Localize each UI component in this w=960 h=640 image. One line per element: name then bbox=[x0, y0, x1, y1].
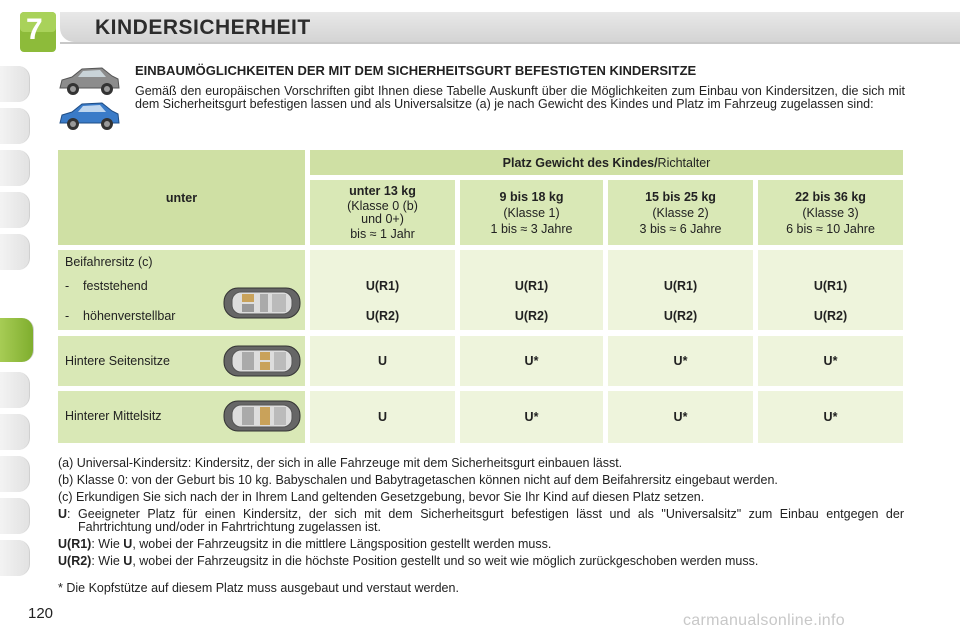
chapter-tab[interactable] bbox=[0, 234, 30, 270]
footnote-text: : Wie bbox=[91, 554, 124, 568]
chapter-tab[interactable] bbox=[0, 372, 30, 408]
cell-value: U(R1) bbox=[365, 279, 400, 293]
chapter-tabs bbox=[0, 60, 34, 580]
row-label-text: Beifahrersitz (c) bbox=[65, 255, 153, 269]
column-age: 1 bis ≈ 3 Jahre bbox=[490, 221, 573, 236]
cell-value: U(R1) bbox=[813, 279, 848, 293]
intro-text: Gemäß den europäischen Vorschriften gibt Ihnen diese Tabelle Auskunft über die Möglichkeiten zum Einbau von Kindersitzen, die sich mit dem Sicherheitsgurt befestigen lassen und als Universalsitze (a) je nach Gewicht des Kindes und Platz im Fahrzeug zugelassen sind: bbox=[135, 84, 905, 111]
column-header bbox=[460, 180, 603, 245]
table-cell bbox=[310, 336, 455, 386]
cell-value: U* bbox=[524, 410, 539, 424]
table-cell bbox=[608, 391, 753, 443]
group-header-bold: Platz Gewicht des Kindes/ bbox=[502, 155, 658, 170]
footnote-u bbox=[58, 508, 904, 534]
chapter-tab[interactable] bbox=[0, 540, 30, 576]
footnote-b: (b) Klasse 0: von der Geburt bis 10 kg. Babyschalen und Babytragetaschen können nicht auf dem Beifahrersitz eingebaut werden. bbox=[58, 473, 778, 487]
page-number: 120 bbox=[28, 605, 54, 622]
table-cell bbox=[310, 391, 455, 443]
chapter-tab[interactable] bbox=[0, 108, 30, 144]
table-cell bbox=[310, 250, 455, 330]
footnote-c: (c) Erkundigen Sie sich nach der in Ihrem Land geltenden Gesetzgebung, bevor Sie Ihr Kind auf diesen Platz setzen. bbox=[58, 490, 705, 504]
footnote-u-key: U bbox=[58, 507, 68, 521]
table-cell bbox=[608, 336, 753, 386]
row-label-text: Hintere Seitensitze bbox=[65, 354, 170, 368]
column-header bbox=[310, 180, 455, 245]
cell-value: U bbox=[377, 354, 388, 368]
column-weight: 9 bis 18 kg bbox=[499, 189, 564, 204]
footnote-ur1-key: U(R1) bbox=[58, 537, 92, 551]
column-weight: unter 13 kg bbox=[349, 183, 416, 198]
chapter-tab[interactable] bbox=[0, 66, 30, 102]
column-age: 3 bis ≈ 6 Jahre bbox=[639, 221, 722, 236]
column-weight: 22 bis 36 kg bbox=[795, 189, 866, 204]
chapter-tab[interactable] bbox=[0, 456, 30, 492]
table-cell bbox=[758, 250, 903, 330]
group-header-normal: Richtalter bbox=[657, 155, 711, 170]
section-title: EINBAUMÖGLICHKEITEN DER MIT DEM SICHERHEITSGURT BEFESTIGTEN KINDERSITZE bbox=[135, 63, 697, 78]
grey-car-icon bbox=[56, 64, 122, 98]
cell-value: U(R2) bbox=[813, 309, 848, 323]
column-age: 6 bis ≈ 10 Jahre bbox=[786, 221, 875, 236]
table-cell bbox=[608, 250, 753, 330]
footnote-a: (a) Universal-Kindersitz: Kindersitz, der sich in alle Fahrzeuge mit dem Sicherheitsgurt einbauen lässt. bbox=[58, 456, 623, 470]
cell-value: U(R2) bbox=[663, 309, 698, 323]
table-cell bbox=[460, 336, 603, 386]
cell-value: U* bbox=[673, 354, 688, 368]
car-seat-rear-middle-icon bbox=[222, 397, 302, 435]
column-class: (Klasse 2) bbox=[652, 205, 709, 220]
cell-value: U* bbox=[823, 354, 838, 368]
corner-label: unter bbox=[165, 190, 198, 205]
row-label-text: Hinterer Mittelsitz bbox=[65, 409, 162, 423]
car-seat-front-icon bbox=[222, 284, 302, 322]
column-header bbox=[608, 180, 753, 245]
header-divider bbox=[60, 42, 960, 44]
chapter-number: 7 bbox=[26, 13, 43, 46]
footnote-text: , wobei der Fahrzeugsitz in die höchste Position gestellt und so weit wie möglich zurückgeschoben werden muss. bbox=[132, 554, 759, 568]
footnote-ur1 bbox=[58, 538, 904, 551]
footnote-star: * Die Kopfstütze auf diesem Platz muss ausgebaut und verstaut werden. bbox=[58, 581, 459, 595]
footnote-ur2-key: U(R2) bbox=[58, 554, 92, 568]
chapter-tab[interactable] bbox=[0, 150, 30, 186]
row-sublabel-fixed: - feststehend bbox=[65, 279, 148, 293]
table-cell bbox=[460, 391, 603, 443]
cell-value: U bbox=[377, 410, 388, 424]
column-class: (Klasse 3) bbox=[802, 205, 859, 220]
cell-value: U(R1) bbox=[514, 279, 549, 293]
table-corner-cell bbox=[58, 150, 305, 245]
footnotes bbox=[58, 457, 904, 599]
cell-value: U* bbox=[524, 354, 539, 368]
car-seat-rear-side-icon bbox=[222, 342, 302, 380]
page-title: KINDERSICHERHEIT bbox=[95, 16, 311, 39]
cell-value: U(R2) bbox=[365, 309, 400, 323]
column-class: (Klasse 1) bbox=[503, 205, 560, 220]
column-class: (Klasse 0 (b) und 0+) bbox=[347, 198, 418, 226]
chapter-tab[interactable] bbox=[0, 192, 30, 228]
table-cell bbox=[758, 391, 903, 443]
footnote-text-bold: U bbox=[123, 537, 133, 551]
chapter-tab[interactable] bbox=[0, 498, 30, 534]
footnote-text: : Wie bbox=[91, 537, 124, 551]
row-label-rear-middle bbox=[58, 391, 305, 443]
cell-value: U* bbox=[823, 410, 838, 424]
footnote-text-bold: U bbox=[123, 554, 133, 568]
cell-value: U(R1) bbox=[663, 279, 698, 293]
chapter-tab[interactable] bbox=[0, 414, 30, 450]
table-group-header bbox=[310, 150, 903, 175]
watermark: carmanualsonline.info bbox=[683, 612, 845, 629]
cell-value: U* bbox=[673, 410, 688, 424]
row-label-rear-side bbox=[58, 336, 305, 386]
chapter-tab-active[interactable] bbox=[0, 318, 34, 362]
column-weight: 15 bis 25 kg bbox=[645, 189, 716, 204]
column-age: bis ≈ 1 Jahr bbox=[350, 226, 415, 241]
footnote-ur2 bbox=[58, 555, 904, 568]
row-label-front bbox=[58, 250, 305, 330]
blue-car-icon bbox=[56, 99, 122, 133]
table-cell bbox=[460, 250, 603, 330]
table-cell bbox=[758, 336, 903, 386]
footnote-u-text: : Geeigneter Platz für einen Kindersitz, der sich mit dem Sicherheitsgurt befestigen lässt und als "Universalsitz" zum Einbau entgegen der Fahrtrichtung und/oder in Fahrtrichtung zugelassen ist. bbox=[67, 507, 904, 534]
footnote-text: , wobei der Fahrzeugsitz in die mittlere Längsposition gestellt werden muss. bbox=[132, 537, 552, 551]
row-sublabel-adjustable: - höhenverstellbar bbox=[65, 309, 176, 323]
cell-value: U(R2) bbox=[514, 309, 549, 323]
column-header bbox=[758, 180, 903, 245]
